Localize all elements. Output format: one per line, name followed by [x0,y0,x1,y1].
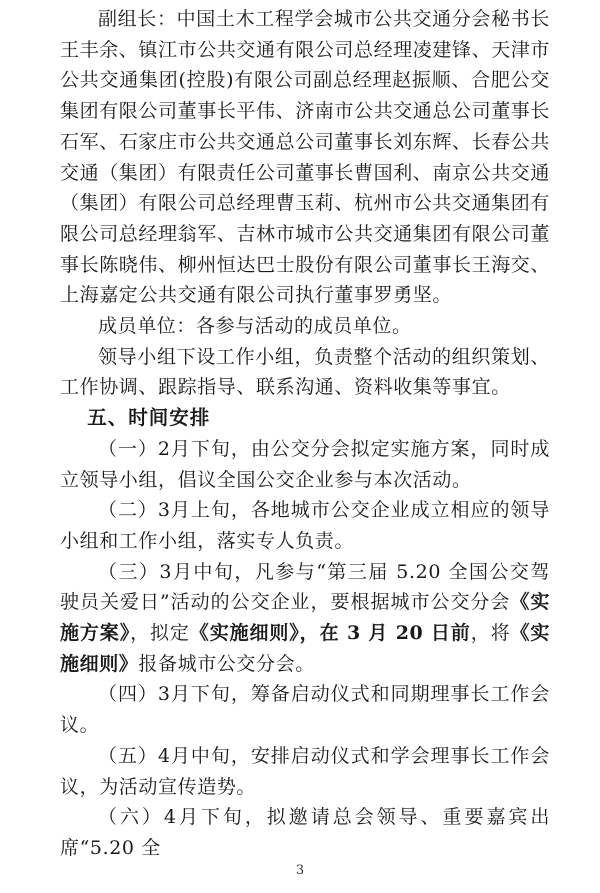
schedule-item-3-bold-3: 《实施细则》 [60,622,550,675]
schedule-item-3-part-4: 报备城市公交分会。 [138,652,315,675]
page-number: 3 [295,863,305,878]
deputy-leaders-paragraph: 副组长：中国土木工程学会城市公共交通分会秘书长王丰余、镇江市公共交通有限公司总经理凌建锋、天津市公共交通集团(控股)有限公司副总经理赵振顺、合肥公交集团有限公司董事长平伟、济南市公共交通总公司董事长石军、石家庄市公共交通总公司董事长刘东辉、长春公共交通（集团）有限责任公司董事长曹国利、南京公共交通（集团）有限公司总经理曹玉莉、杭州市公共交通集团有限公司总经理翁军、吉林市城市公共交通集团有限公司董事长陈晓伟、柳州恒达巴士股份有限公司董事长王海交、上海嘉定公共交通有限公司执行董事罗勇坚。 [60,8,551,307]
schedule-item-5: （五）4月中旬，安排启动仪式和学会理事长工作会议，为活动宣传造势。 [60,744,550,798]
schedule-item-3-bold-2: 《实施细则》，在 3 月 20 日前 [189,622,471,645]
schedule-item-3-part-1: （三）3月中旬，凡参与“第三届 5.20 全国公交驾驶员关爱日”活动的公交企业，要根据城市公交分会 [60,560,550,614]
member-units-paragraph: 成员单位：各参与活动的成员单位。 [98,315,412,338]
schedule-item-3-part-2: ，拟定 [130,622,190,645]
schedule-item-6: （六）4月下旬，拟邀请总会领导、重要嘉宾出席“5.20 全 [60,806,550,859]
working-group-paragraph: 领导小组下设工作小组，负责整个活动的组织策划、工作协调、跟踪指导、联系沟通、资料收集等事宜。 [60,345,550,399]
schedule-item-4: （四）3月下旬，筹备启动仪式和同期理事长工作会议。 [60,683,550,737]
schedule-item-1: （一）2月下旬，由公交分会拟定实施方案，同时成立领导小组，倡议全国公交企业参与本次活动。 [60,437,550,491]
schedule-item-3 [60,557,550,680]
document-body [60,0,550,864]
schedule-item-3-bold-1: 《实施方案》 [60,591,551,645]
schedule-item-3-part-3: ，将 [470,622,511,645]
schedule-item-2: （二）3月上旬，各地城市公交企业成立相应的领导小组和工作小组，落实专人负责。 [60,499,550,552]
section-heading: 五、时间安排 [87,406,211,430]
